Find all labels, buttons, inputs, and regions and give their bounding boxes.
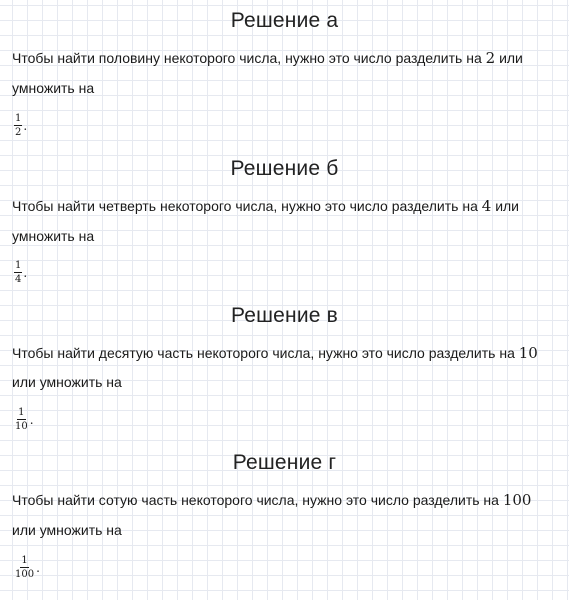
explanation-line-2: умножить на bbox=[12, 80, 95, 96]
fraction-punctuation: . bbox=[29, 413, 34, 427]
explanation-text-suffix: или bbox=[499, 50, 523, 66]
divisor-number: 2 bbox=[485, 49, 496, 67]
fraction-numerator: 1 bbox=[18, 407, 25, 418]
explanation-line-1 bbox=[12, 344, 538, 362]
explanation-line-2: умножить на bbox=[12, 228, 95, 244]
explanation-line-1 bbox=[12, 49, 523, 67]
explanation-line-2: или умножить на bbox=[12, 522, 122, 538]
explanation-text: Чтобы найти четверть некоторого числа, нужно это число разделить на bbox=[12, 198, 478, 214]
explanation-text: Чтобы найти сотую часть некоторого числа, нужно это число разделить на bbox=[12, 492, 499, 508]
fraction-denominator: 4 bbox=[15, 274, 22, 285]
fraction-denominator: 2 bbox=[15, 127, 22, 138]
fraction-numerator: 1 bbox=[15, 113, 22, 124]
fraction-punctuation: . bbox=[23, 266, 28, 280]
explanation-text: Чтобы найти половину некоторого числа, нужно это число разделить на bbox=[12, 50, 482, 66]
explanation-line-2: или умножить на bbox=[12, 374, 122, 390]
section-heading: Решение а bbox=[230, 9, 339, 32]
fraction bbox=[14, 260, 27, 285]
fraction bbox=[14, 113, 27, 138]
explanation-text-suffix: или bbox=[495, 198, 519, 214]
fraction-punctuation: . bbox=[36, 561, 40, 575]
explanation-line-1 bbox=[12, 197, 519, 215]
fraction bbox=[14, 555, 40, 580]
fraction-punctuation: . bbox=[23, 119, 28, 133]
fraction-numerator: 1 bbox=[21, 555, 28, 566]
fraction-denominator: 10 bbox=[15, 421, 28, 432]
divisor-number: 4 bbox=[481, 197, 492, 215]
explanation-text: Чтобы найти десятую часть некоторого числа, нужно это число разделить на bbox=[12, 345, 515, 361]
fraction bbox=[14, 407, 34, 432]
fraction-denominator: 100 bbox=[15, 569, 35, 580]
divisor-number: 10 bbox=[518, 344, 538, 362]
fraction-numerator: 1 bbox=[15, 260, 22, 271]
section-heading: Решение г bbox=[232, 451, 337, 474]
section-heading: Решение б bbox=[230, 157, 339, 180]
explanation-line-1 bbox=[12, 491, 531, 509]
section-heading: Решение в bbox=[230, 304, 339, 327]
divisor-number: 100 bbox=[502, 491, 532, 509]
